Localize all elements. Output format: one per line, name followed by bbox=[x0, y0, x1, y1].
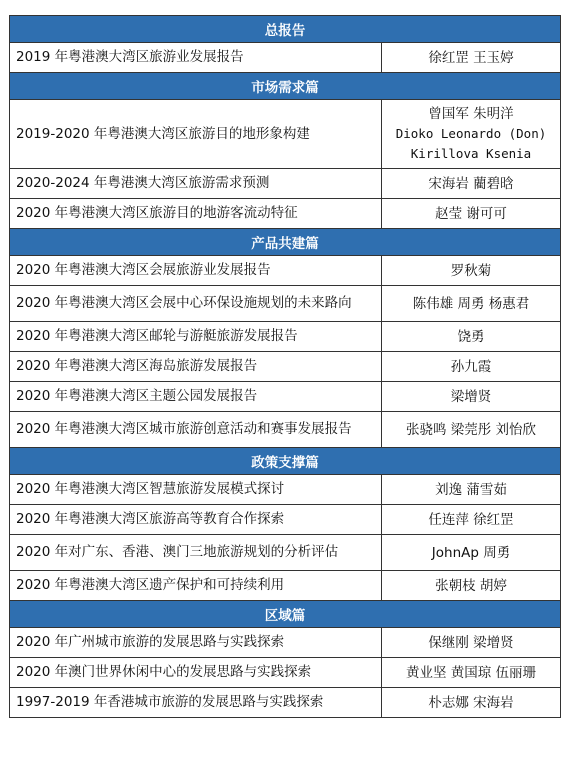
author-line: 刘逸 蒲雪茹 bbox=[435, 481, 507, 498]
report-authors bbox=[382, 286, 561, 322]
report-table bbox=[9, 15, 561, 718]
table-row bbox=[10, 43, 561, 73]
author-line: 孙九霞 bbox=[450, 358, 492, 375]
report-authors bbox=[382, 169, 561, 199]
report-title: 1997-2019 年香港城市旅游的发展思路与实践探索 bbox=[10, 688, 382, 718]
report-authors bbox=[382, 475, 561, 505]
section-header-product bbox=[10, 229, 561, 256]
report-authors bbox=[382, 352, 561, 382]
report-authors bbox=[382, 535, 561, 571]
author-line: 徐红罡 王玉婷 bbox=[428, 49, 514, 66]
author-line: 饶勇 bbox=[457, 328, 485, 345]
report-title: 2020 年粤港澳大湾区会展中心环保设施规划的未来路向 bbox=[10, 286, 382, 322]
table-row bbox=[10, 628, 561, 658]
section-heading: 市场需求篇 bbox=[10, 73, 561, 100]
report-authors bbox=[382, 505, 561, 535]
table-row bbox=[10, 412, 561, 448]
table-row bbox=[10, 286, 561, 322]
report-authors bbox=[382, 322, 561, 352]
table-row bbox=[10, 100, 561, 169]
report-title: 2020-2024 年粤港澳大湾区旅游需求预测 bbox=[10, 169, 382, 199]
author-line: Kirillova Ksenia bbox=[410, 146, 532, 161]
author-line: 朴志娜 宋海岩 bbox=[428, 694, 514, 711]
report-title: 2020 年澳门世界休闲中心的发展思路与实践探索 bbox=[10, 658, 382, 688]
author-line: Dioko Leonardo (Don) bbox=[395, 126, 547, 141]
table-row bbox=[10, 535, 561, 571]
report-title: 2019-2020 年粤港澳大湾区旅游目的地形象构建 bbox=[10, 100, 382, 169]
author-line: 陈伟雄 周勇 杨惠君 bbox=[412, 295, 530, 312]
author-line: 曾国军 朱明洋 bbox=[428, 106, 514, 122]
report-title: 2020 年广州城市旅游的发展思路与实践探索 bbox=[10, 628, 382, 658]
author-line: 张朝枝 胡婷 bbox=[435, 577, 507, 594]
table-row bbox=[10, 382, 561, 412]
author-line: JohnAp 周勇 bbox=[431, 544, 511, 561]
author-line: 黄业坚 黄国琼 伍丽珊 bbox=[405, 664, 537, 681]
section-header-market-demand bbox=[10, 73, 561, 100]
report-title: 2020 年粤港澳大湾区智慧旅游发展模式探讨 bbox=[10, 475, 382, 505]
table-row bbox=[10, 658, 561, 688]
table-row bbox=[10, 352, 561, 382]
author-line: 宋海岩 藺碧晗 bbox=[428, 175, 514, 192]
report-authors bbox=[382, 688, 561, 718]
report-title: 2019 年粤港澳大湾区旅游业发展报告 bbox=[10, 43, 382, 73]
report-authors bbox=[382, 571, 561, 601]
table-row bbox=[10, 322, 561, 352]
report-authors bbox=[382, 43, 561, 73]
report-authors bbox=[382, 412, 561, 448]
section-header-general bbox=[10, 16, 561, 43]
report-title: 2020 年对广东、香港、澳门三地旅游规划的分析评估 bbox=[10, 535, 382, 571]
author-line: 张骁鸣 梁莞彤 刘怡欣 bbox=[405, 421, 537, 438]
report-authors bbox=[382, 628, 561, 658]
report-title: 2020 年粤港澳大湾区旅游目的地游客流动特征 bbox=[10, 199, 382, 229]
report-authors bbox=[382, 199, 561, 229]
table-row bbox=[10, 505, 561, 535]
report-title: 2020 年粤港澳大湾区旅游高等教育合作探索 bbox=[10, 505, 382, 535]
report-authors bbox=[382, 256, 561, 286]
section-heading: 政策支撑篇 bbox=[10, 448, 561, 475]
table-row bbox=[10, 688, 561, 718]
report-authors bbox=[382, 100, 561, 169]
section-heading: 区域篇 bbox=[10, 601, 561, 628]
section-heading: 总报告 bbox=[10, 16, 561, 43]
table-row bbox=[10, 256, 561, 286]
table-row bbox=[10, 169, 561, 199]
author-line: 任连萍 徐红罡 bbox=[428, 511, 514, 528]
report-authors bbox=[382, 382, 561, 412]
table-row bbox=[10, 571, 561, 601]
report-table-body bbox=[10, 16, 561, 718]
report-title: 2020 年粤港澳大湾区海岛旅游发展报告 bbox=[10, 352, 382, 382]
section-heading: 产品共建篇 bbox=[10, 229, 561, 256]
report-title: 2020 年粤港澳大湾区主题公园发展报告 bbox=[10, 382, 382, 412]
report-title: 2020 年粤港澳大湾区城市旅游创意活动和赛事发展报告 bbox=[10, 412, 382, 448]
report-table-container bbox=[9, 15, 560, 718]
author-line: 赵莹 谢可可 bbox=[435, 205, 507, 222]
report-authors bbox=[382, 658, 561, 688]
report-title: 2020 年粤港澳大湾区遗产保护和可持续利用 bbox=[10, 571, 382, 601]
author-line: 罗秋菊 bbox=[450, 262, 492, 279]
author-line: 梁增贤 bbox=[450, 388, 492, 405]
table-row bbox=[10, 475, 561, 505]
section-header-policy bbox=[10, 448, 561, 475]
section-header-regional bbox=[10, 601, 561, 628]
author-line: 保继刚 梁增贤 bbox=[428, 634, 514, 651]
table-row bbox=[10, 199, 561, 229]
report-title: 2020 年粤港澳大湾区邮轮与游艇旅游发展报告 bbox=[10, 322, 382, 352]
report-title: 2020 年粤港澳大湾区会展旅游业发展报告 bbox=[10, 256, 382, 286]
